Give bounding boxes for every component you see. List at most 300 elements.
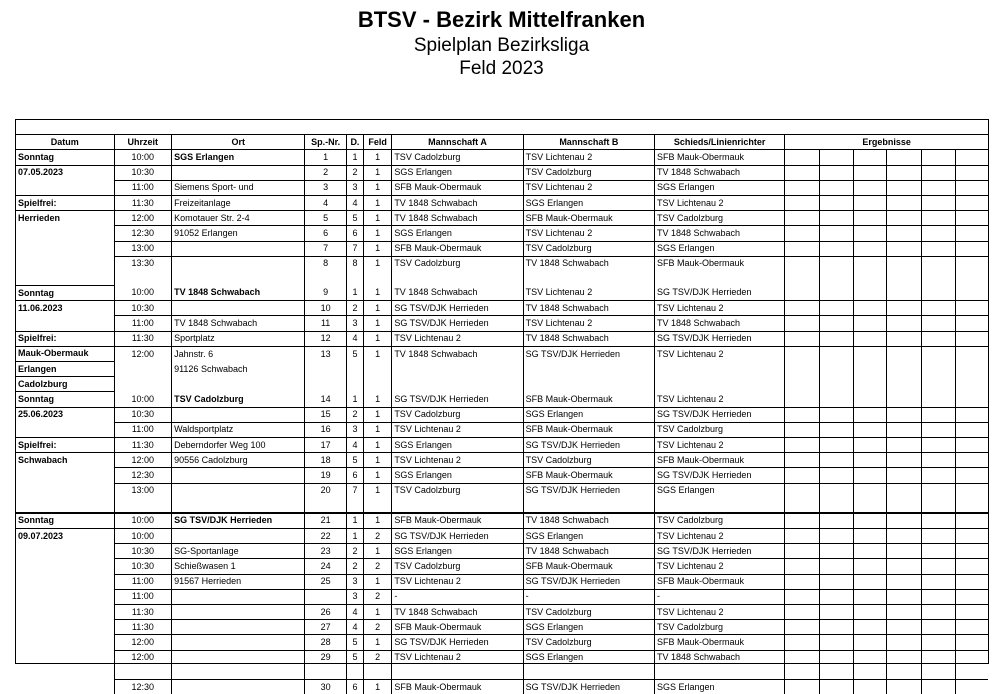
- result-cell: [887, 453, 921, 468]
- cell-uhrzeit: 12:00: [114, 211, 172, 226]
- schedule-row: [16, 165, 988, 180]
- cell-spiel-nr: 29: [305, 650, 346, 665]
- cell-mannschaft-a: TSV Cadolzburg: [392, 407, 523, 422]
- result-cell: [956, 483, 988, 498]
- cell-schiedsrichter: TSV Cadolzburg: [655, 620, 785, 635]
- schedule-row: [16, 211, 988, 226]
- cell-ort: Freizeitanlage: [172, 195, 305, 210]
- result-cell: [887, 256, 921, 271]
- result-cell: [956, 544, 988, 559]
- result-cell: [956, 437, 988, 452]
- cell-spiel-nr: 30: [305, 679, 346, 694]
- result-cell: [819, 529, 853, 544]
- cell-uhrzeit: 10:30: [114, 301, 172, 316]
- cell-feld: 1: [364, 453, 392, 468]
- result-cell: [819, 453, 853, 468]
- cell-schiedsrichter: -: [655, 589, 785, 604]
- cell-mannschaft-b: [523, 665, 654, 680]
- cell-durchgang: 2: [346, 559, 363, 574]
- cell-datum: 25.06.2023: [16, 407, 114, 422]
- cell-durchgang: [346, 271, 363, 286]
- cell-mannschaft-b: SG TSV/DJK Herrieden: [523, 574, 654, 589]
- cell-schiedsrichter: SG TSV/DJK Herrieden: [655, 286, 785, 301]
- result-cell: [785, 362, 819, 377]
- schedule-row: [16, 605, 988, 620]
- cell-spiel-nr: 18: [305, 453, 346, 468]
- result-cell: [785, 256, 819, 271]
- cell-durchgang: 4: [346, 195, 363, 210]
- cell-datum: Sonntag: [16, 392, 114, 407]
- cell-datum: [16, 574, 114, 589]
- result-cell: [887, 226, 921, 241]
- cell-feld: 1: [364, 226, 392, 241]
- header-ort: Ort: [172, 135, 305, 150]
- schedule-row: [16, 498, 988, 513]
- cell-schiedsrichter: SG TSV/DJK Herrieden: [655, 331, 785, 346]
- cell-feld: 1: [364, 483, 392, 498]
- result-cell: [785, 422, 819, 437]
- cell-schiedsrichter: SFB Mauk-Obermauk: [655, 256, 785, 271]
- result-cell: [956, 180, 988, 195]
- result-cell: [819, 468, 853, 483]
- cell-mannschaft-a: [392, 271, 523, 286]
- cell-datum: Cadolzburg: [16, 377, 114, 392]
- document-subtitle-season: Feld 2023: [459, 58, 544, 79]
- cell-mannschaft-a: [392, 498, 523, 513]
- cell-uhrzeit: 10:00: [114, 286, 172, 301]
- result-cell: [887, 392, 921, 407]
- result-cell: [887, 513, 921, 529]
- cell-spiel-nr: 22: [305, 529, 346, 544]
- cell-feld: 1: [364, 195, 392, 210]
- result-cell: [956, 513, 988, 529]
- result-cell: [819, 620, 853, 635]
- result-cell: [956, 165, 988, 180]
- result-cell: [819, 301, 853, 316]
- result-cell: [887, 559, 921, 574]
- result-cell: [956, 226, 988, 241]
- result-cell: [854, 453, 887, 468]
- result-cell: [819, 483, 853, 498]
- result-cell: [785, 331, 819, 346]
- cell-mannschaft-b: TSV Lichtenau 2: [523, 180, 654, 195]
- cell-uhrzeit: 12:30: [114, 679, 172, 694]
- result-cell: [785, 437, 819, 452]
- cell-feld: 1: [364, 150, 392, 165]
- result-cell: [921, 620, 955, 635]
- result-cell: [819, 377, 853, 392]
- cell-datum: [16, 650, 114, 665]
- cell-spiel-nr: [305, 362, 346, 377]
- cell-feld: 2: [364, 529, 392, 544]
- cell-datum: Mauk-Obermauk: [16, 346, 114, 361]
- result-cell: [854, 150, 887, 165]
- cell-spiel-nr: 16: [305, 422, 346, 437]
- result-cell: [956, 362, 988, 377]
- result-cell: [956, 468, 988, 483]
- result-cell: [921, 150, 955, 165]
- result-cell: [921, 665, 955, 680]
- cell-schiedsrichter: [655, 377, 785, 392]
- result-cell: [956, 498, 988, 513]
- result-cell: [921, 180, 955, 195]
- cell-uhrzeit: [114, 377, 172, 392]
- result-cell: [854, 407, 887, 422]
- result-cell: [921, 346, 955, 361]
- result-cell: [956, 635, 988, 650]
- result-cell: [819, 559, 853, 574]
- cell-mannschaft-b: [523, 498, 654, 513]
- schedule-row: [16, 679, 988, 694]
- cell-mannschaft-b: SG TSV/DJK Herrieden: [523, 346, 654, 361]
- cell-ort: Jahnstr. 6: [172, 346, 305, 361]
- result-cell: [854, 377, 887, 392]
- schedule-row: [16, 665, 988, 680]
- cell-mannschaft-a: SGS Erlangen: [392, 468, 523, 483]
- schedule-row: [16, 331, 988, 346]
- cell-feld: [364, 498, 392, 513]
- cell-mannschaft-a: [392, 362, 523, 377]
- result-cell: [921, 437, 955, 452]
- result-cell: [819, 574, 853, 589]
- result-cell: [785, 529, 819, 544]
- result-cell: [819, 422, 853, 437]
- cell-mannschaft-a: SFB Mauk-Obermauk: [392, 513, 523, 529]
- schedule-row: [16, 468, 988, 483]
- cell-spiel-nr: [305, 589, 346, 604]
- cell-schiedsrichter: [655, 362, 785, 377]
- result-cell: [854, 665, 887, 680]
- cell-spiel-nr: [305, 498, 346, 513]
- cell-mannschaft-a: SFB Mauk-Obermauk: [392, 679, 523, 694]
- result-cell: [887, 620, 921, 635]
- cell-durchgang: 3: [346, 589, 363, 604]
- cell-mannschaft-a: SGS Erlangen: [392, 226, 523, 241]
- cell-uhrzeit: 10:00: [114, 392, 172, 407]
- cell-datum: Herrieden: [16, 211, 114, 226]
- cell-mannschaft-a: TV 1848 Schwabach: [392, 346, 523, 361]
- cell-datum: Sonntag: [16, 286, 114, 301]
- cell-mannschaft-a: TSV Lichtenau 2: [392, 574, 523, 589]
- cell-spiel-nr: 19: [305, 468, 346, 483]
- schedule-row: [16, 453, 988, 468]
- cell-datum: [16, 635, 114, 650]
- result-cell: [854, 241, 887, 256]
- result-cell: [854, 286, 887, 301]
- cell-durchgang: 1: [346, 150, 363, 165]
- cell-feld: [364, 271, 392, 286]
- cell-uhrzeit: 11:00: [114, 316, 172, 331]
- result-cell: [887, 150, 921, 165]
- cell-ort: 90556 Cadolzburg: [172, 453, 305, 468]
- cell-mannschaft-a: TSV Lichtenau 2: [392, 422, 523, 437]
- cell-mannschaft-a: TSV Cadolzburg: [392, 150, 523, 165]
- schedule-row: [16, 150, 988, 165]
- cell-datum: [16, 422, 114, 437]
- result-cell: [956, 529, 988, 544]
- cell-durchgang: 4: [346, 331, 363, 346]
- result-cell: [921, 483, 955, 498]
- result-cell: [854, 589, 887, 604]
- schedule-row: [16, 180, 988, 195]
- cell-uhrzeit: 12:00: [114, 346, 172, 361]
- cell-mannschaft-a: SG TSV/DJK Herrieden: [392, 316, 523, 331]
- cell-datum: Erlangen: [16, 362, 114, 377]
- cell-spiel-nr: 24: [305, 559, 346, 574]
- result-cell: [887, 574, 921, 589]
- result-cell: [921, 226, 955, 241]
- result-cell: [887, 195, 921, 210]
- cell-durchgang: [346, 362, 363, 377]
- result-cell: [785, 346, 819, 361]
- cell-datum: Sonntag: [16, 150, 114, 165]
- cell-durchgang: 2: [346, 544, 363, 559]
- cell-ort: [172, 679, 305, 694]
- result-cell: [921, 407, 955, 422]
- cell-ort: [172, 589, 305, 604]
- result-cell: [887, 362, 921, 377]
- result-cell: [854, 544, 887, 559]
- result-cell: [921, 362, 955, 377]
- cell-uhrzeit: 12:00: [114, 635, 172, 650]
- cell-datum: Schwabach: [16, 453, 114, 468]
- cell-feld: 1: [364, 180, 392, 195]
- cell-durchgang: 6: [346, 226, 363, 241]
- result-cell: [887, 665, 921, 680]
- cell-spiel-nr: 23: [305, 544, 346, 559]
- result-cell: [887, 544, 921, 559]
- cell-ort: Sportplatz: [172, 331, 305, 346]
- result-cell: [921, 331, 955, 346]
- cell-datum: 09.07.2023: [16, 529, 114, 544]
- result-cell: [887, 331, 921, 346]
- result-cell: [785, 665, 819, 680]
- cell-mannschaft-b: TSV Cadolzburg: [523, 605, 654, 620]
- cell-datum: Spielfrei:: [16, 331, 114, 346]
- result-cell: [956, 256, 988, 271]
- result-cell: [921, 271, 955, 286]
- result-cell: [921, 422, 955, 437]
- result-cell: [785, 620, 819, 635]
- schedule-row: [16, 483, 988, 498]
- result-cell: [921, 650, 955, 665]
- result-cell: [785, 226, 819, 241]
- cell-feld: 1: [364, 256, 392, 271]
- cell-durchgang: 5: [346, 635, 363, 650]
- schedule-row: [16, 574, 988, 589]
- result-cell: [956, 301, 988, 316]
- cell-datum: [16, 226, 114, 241]
- document-title: BTSV - Bezirk Mittelfranken: [357, 7, 646, 32]
- cell-ort: Komotauer Str. 2-4: [172, 211, 305, 226]
- result-cell: [785, 635, 819, 650]
- result-cell: [854, 498, 887, 513]
- cell-mannschaft-a: TSV Cadolzburg: [392, 559, 523, 574]
- cell-ort: [172, 605, 305, 620]
- result-cell: [921, 529, 955, 544]
- cell-datum: [16, 241, 114, 256]
- cell-datum: [16, 620, 114, 635]
- cell-schiedsrichter: SFB Mauk-Obermauk: [655, 574, 785, 589]
- cell-schiedsrichter: TSV Lichtenau 2: [655, 559, 785, 574]
- result-cell: [785, 180, 819, 195]
- result-cell: [785, 150, 819, 165]
- result-cell: [819, 286, 853, 301]
- result-cell: [819, 544, 853, 559]
- cell-mannschaft-b: SG TSV/DJK Herrieden: [523, 483, 654, 498]
- cell-uhrzeit: 10:00: [114, 513, 172, 529]
- result-cell: [921, 468, 955, 483]
- result-cell: [819, 407, 853, 422]
- cell-schiedsrichter: SG TSV/DJK Herrieden: [655, 544, 785, 559]
- result-cell: [854, 165, 887, 180]
- schedule-row: [16, 407, 988, 422]
- cell-uhrzeit: 11:30: [114, 331, 172, 346]
- schedule-row: [16, 544, 988, 559]
- result-cell: [921, 574, 955, 589]
- schedule-row: [16, 559, 988, 574]
- result-cell: [785, 559, 819, 574]
- cell-datum: [16, 483, 114, 498]
- cell-durchgang: 3: [346, 574, 363, 589]
- cell-spiel-nr: 25: [305, 574, 346, 589]
- cell-mannschaft-a: SFB Mauk-Obermauk: [392, 180, 523, 195]
- result-cell: [921, 301, 955, 316]
- cell-mannschaft-b: TSV Lichtenau 2: [523, 150, 654, 165]
- cell-uhrzeit: 10:30: [114, 407, 172, 422]
- cell-spiel-nr: 10: [305, 301, 346, 316]
- result-cell: [854, 362, 887, 377]
- cell-ort: [172, 468, 305, 483]
- cell-feld: 2: [364, 620, 392, 635]
- result-cell: [921, 635, 955, 650]
- result-cell: [854, 256, 887, 271]
- result-cell: [785, 605, 819, 620]
- cell-durchgang: 3: [346, 316, 363, 331]
- cell-schiedsrichter: SG TSV/DJK Herrieden: [655, 407, 785, 422]
- result-cell: [887, 635, 921, 650]
- cell-mannschaft-b: SG TSV/DJK Herrieden: [523, 437, 654, 452]
- result-cell: [921, 453, 955, 468]
- result-cell: [854, 605, 887, 620]
- cell-ort: TV 1848 Schwabach: [172, 286, 305, 301]
- cell-ort: [172, 650, 305, 665]
- result-cell: [921, 392, 955, 407]
- schedule-row: [16, 620, 988, 635]
- cell-uhrzeit: 11:00: [114, 180, 172, 195]
- result-cell: [921, 559, 955, 574]
- cell-schiedsrichter: [655, 271, 785, 286]
- result-cell: [854, 346, 887, 361]
- cell-feld: 1: [364, 544, 392, 559]
- cell-mannschaft-a: TSV Cadolzburg: [392, 483, 523, 498]
- result-cell: [819, 165, 853, 180]
- result-cell: [785, 574, 819, 589]
- cell-datum: [16, 468, 114, 483]
- result-cell: [854, 620, 887, 635]
- result-cell: [887, 301, 921, 316]
- result-cell: [887, 346, 921, 361]
- result-cell: [854, 211, 887, 226]
- schedule-row: [16, 529, 988, 544]
- result-cell: [819, 271, 853, 286]
- cell-schiedsrichter: TV 1848 Schwabach: [655, 165, 785, 180]
- top-spacer-row: [16, 120, 988, 135]
- cell-ort: [172, 498, 305, 513]
- cell-feld: [364, 362, 392, 377]
- cell-schiedsrichter: SFB Mauk-Obermauk: [655, 453, 785, 468]
- cell-uhrzeit: 11:00: [114, 422, 172, 437]
- cell-spiel-nr: 27: [305, 620, 346, 635]
- cell-ort: SG TSV/DJK Herrieden: [172, 513, 305, 529]
- cell-mannschaft-a: TSV Lichtenau 2: [392, 453, 523, 468]
- result-cell: [819, 392, 853, 407]
- cell-mannschaft-b: SGS Erlangen: [523, 407, 654, 422]
- cell-mannschaft-b: TSV Lichtenau 2: [523, 316, 654, 331]
- schedule-row: [16, 346, 988, 361]
- cell-mannschaft-b: SFB Mauk-Obermauk: [523, 211, 654, 226]
- result-cell: [921, 605, 955, 620]
- cell-mannschaft-b: TSV Cadolzburg: [523, 241, 654, 256]
- cell-uhrzeit: 12:00: [114, 650, 172, 665]
- cell-ort: Siemens Sport- und: [172, 180, 305, 195]
- cell-mannschaft-a: SG TSV/DJK Herrieden: [392, 301, 523, 316]
- cell-ort: Waldsportplatz: [172, 422, 305, 437]
- result-cell: [921, 241, 955, 256]
- cell-durchgang: 2: [346, 301, 363, 316]
- result-cell: [921, 316, 955, 331]
- result-cell: [785, 195, 819, 210]
- result-cell: [785, 650, 819, 665]
- result-cell: [921, 544, 955, 559]
- result-cell: [956, 650, 988, 665]
- result-cell: [854, 437, 887, 452]
- cell-spiel-nr: 21: [305, 513, 346, 529]
- result-cell: [819, 316, 853, 331]
- result-cell: [785, 498, 819, 513]
- cell-feld: 1: [364, 165, 392, 180]
- result-cell: [921, 165, 955, 180]
- cell-durchgang: 5: [346, 453, 363, 468]
- result-cell: [887, 377, 921, 392]
- cell-ort: [172, 256, 305, 271]
- cell-schiedsrichter: SGS Erlangen: [655, 180, 785, 195]
- result-cell: [819, 241, 853, 256]
- cell-feld: 1: [364, 331, 392, 346]
- result-cell: [854, 316, 887, 331]
- cell-mannschaft-a: SGS Erlangen: [392, 165, 523, 180]
- result-cell: [956, 620, 988, 635]
- result-cell: [956, 392, 988, 407]
- result-cell: [785, 271, 819, 286]
- header-spiel-nr: Sp.-Nr.: [305, 135, 346, 150]
- result-cell: [854, 226, 887, 241]
- result-cell: [785, 316, 819, 331]
- result-cell: [887, 286, 921, 301]
- cell-spiel-nr: 1: [305, 150, 346, 165]
- cell-uhrzeit: [114, 271, 172, 286]
- cell-spiel-nr: 6: [305, 226, 346, 241]
- result-cell: [854, 195, 887, 210]
- cell-feld: [364, 665, 392, 680]
- cell-durchgang: 7: [346, 241, 363, 256]
- cell-ort: TV 1848 Schwabach: [172, 316, 305, 331]
- header-feld: Feld: [364, 135, 392, 150]
- cell-mannschaft-b: TSV Cadolzburg: [523, 635, 654, 650]
- cell-feld: 1: [364, 301, 392, 316]
- cell-feld: 1: [364, 513, 392, 529]
- result-cell: [819, 513, 853, 529]
